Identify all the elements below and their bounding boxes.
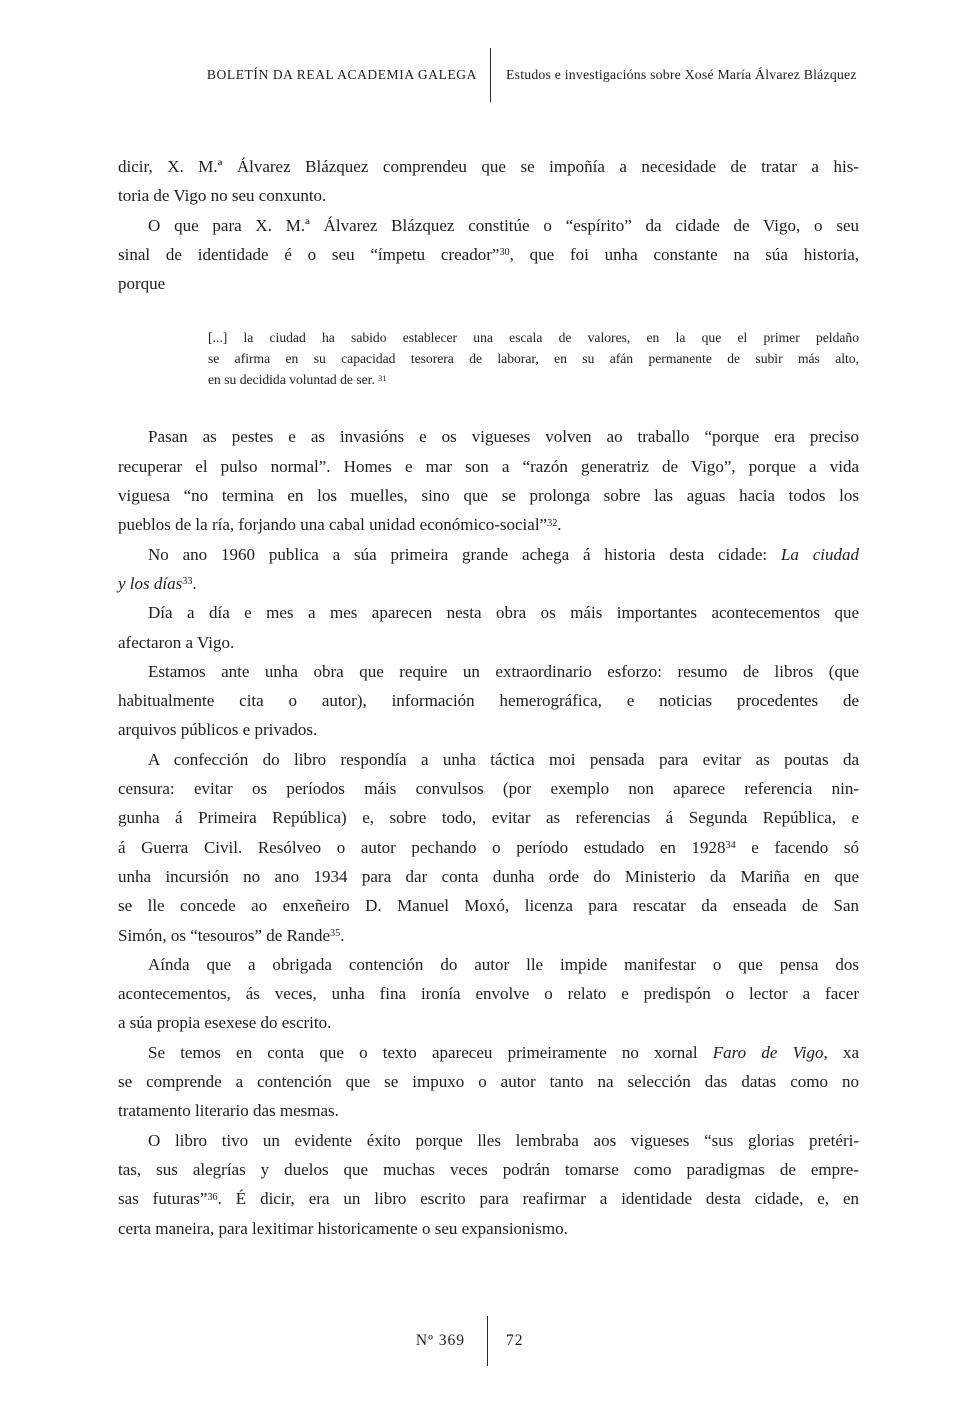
footnote-reference: 32 [547,517,558,529]
page-body [118,152,859,1243]
paragraph [118,422,859,539]
text-line: viguesa “no termina en los muelles, sino que se prolonga sobre las aguas hacia todos los [118,486,859,506]
paragraph [118,598,859,657]
text-line: a súa propia esexese do escrito. [118,1013,332,1033]
text-line: y los días$^{33}$. [118,573,197,593]
text-line: recuperar el pulso normal”. Homes e mar son a “razón generatriz de Vigo”, porque a vida [118,456,859,476]
text-line: sinal de identidade é o seu “ímpetu creador”$^{30}$, que foi unha constante na súa historia, [118,244,859,264]
footnote-reference: 34 [725,840,736,852]
blockquote [208,327,859,390]
text-line: toria de Vigo no seu conxunto. [118,186,327,206]
text-line: [...] la ciudad ha sabido establecer una escala de valores, en la que el primer peldaño [208,330,859,346]
text-line: habitualmente cita o autor), información hemerográfica, e noticias procedentes de [118,691,859,711]
italic-title: y los días [118,573,183,593]
italic-title: Faro de Vigo [712,1042,824,1062]
text-line: tratamento literario das mesmas. [118,1101,339,1121]
text-line: se afirma en su capacidad tesorera de laborar, en su afán permanente de subir más alto, [208,351,859,367]
text-line: censura: evitar os períodos máis convulsos (por exemplo non aparece referencia nin- [118,779,859,799]
text-line: O libro tivo un evidente éxito porque lles lembraba aos vigueses “sus glorias pretéri- [148,1130,859,1150]
paragraph [118,540,859,599]
footnote-reference: 36 [207,1191,218,1203]
text-line: arquivos públicos e privados. [118,720,318,740]
text-line: Se temos en conta que o texto apareceu primeiramente no xornal Faro de Vigo, xa [148,1042,859,1062]
text-line: afectaron a Vigo. [118,632,235,652]
paragraph [118,1126,859,1243]
text-line: sas futuras”$^{36}$. É dicir, era un libro escrito para reafirmar a identidade desta cidade, e, en [118,1189,859,1209]
paragraph [118,211,859,299]
footnote-reference: 35 [330,927,341,939]
text-line: dicir, X. M.ª Álvarez Blázquez comprendeu que se impoñía a necesidade de tratar a his- [118,157,859,176]
journal-title: BOLETÍN DA REAL ACADEMIA GALEGA [206,67,477,82]
text-line: Estamos ante unha obra que require un extraordinario esforzo: resumo de libros (que [148,661,859,681]
text-line: Simón, os “tesouros” de Rande$^{35}$. [118,925,345,945]
text-line: tas, sus alegrías y duelos que muchas veces podrán tomarse como paradigmas de empre- [118,1159,859,1179]
page-footer [118,1316,859,1366]
italic-title: La ciudad [780,544,859,564]
paragraph [118,745,859,950]
text-line: porque [118,274,166,294]
text-line: unha incursión no ano 1934 para dar conta dunha orde do Ministerio da Mariña en que [118,866,859,886]
text-line: se lle concede ao enxeñeiro D. Manuel Moxó, licenza para rescatar da enseada de San [118,896,859,916]
text-line: certa maneira, para lexitimar historicamente o seu expansionismo. [118,1218,568,1238]
page-header [118,48,859,102]
text-line: acontecementos, ás veces, unha fina ironía envolve o relato e predispón o lector a facer [118,984,859,1004]
text-line: en su decidida voluntad de ser. $^{31}$ [208,372,387,388]
text-line: A confección do libro respondía a unha táctica moi pensada para evitar as poutas da [148,749,859,769]
paragraph [118,950,859,1038]
text-line: Pasan as pestes e as invasións e os vigueses volven ao traballo “porque era preciso [148,427,859,447]
text-line: se comprende a contención que se impuxo o autor tanto na selección das datas como no [118,1072,859,1092]
text-line: á Guerra Civil. Resólveo o autor pechando o período estudado en 1928$^{34}$ e facendo só [118,837,859,857]
footnote-reference: 30 [499,247,510,259]
text-line: O que para X. M.ª Álvarez Blázquez constitúe o “espírito” da cidade de Vigo, o seu [148,215,859,235]
article-title: Estudos e investigacións sobre Xosé María Álvarez Blázquez [506,67,857,82]
paragraph [118,657,859,745]
text-line: pueblos de la ría, forjando una cabal unidad económico-social”$^{32}$. [118,515,562,535]
text-line: gunha á Primeira República) e, sobre todo, evitar as referencias á Segunda República, e [118,808,859,828]
issue-number: Nº 369 [415,1332,465,1349]
footnote-reference: 33 [182,576,193,588]
footnote-reference: 31 [378,373,387,383]
paragraph [118,1038,859,1126]
text-line: No ano 1960 publica a súa primeira grande achega á historia desta cidade: La ciudad [148,544,859,564]
text-line: Día a día e mes a mes aparecen nesta obra os máis importantes acontecementos que [148,603,859,623]
paragraph [118,152,859,211]
text-line: Aínda que a obrigada contención do autor lle impide manifestar o que pensa dos [148,954,859,974]
page-number: 72 [506,1332,524,1349]
